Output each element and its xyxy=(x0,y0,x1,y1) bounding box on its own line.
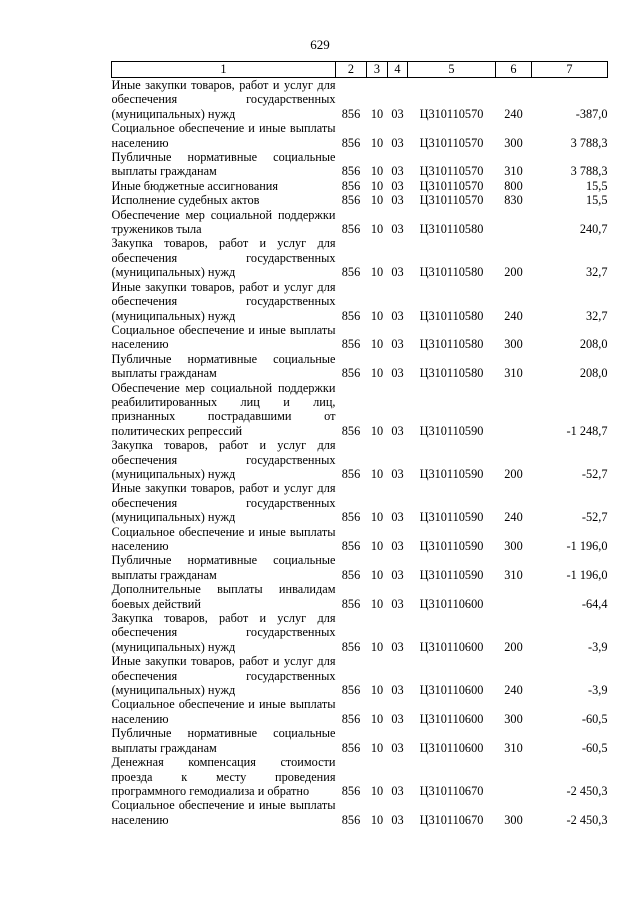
target-article: Ц310110580 xyxy=(419,308,484,323)
target-article: Ц310110600 xyxy=(419,683,484,698)
target-article: Ц310110600 xyxy=(419,596,484,611)
expense-type: 310 xyxy=(504,740,523,755)
header-row xyxy=(112,62,608,78)
admin-code: 856 xyxy=(341,639,361,654)
target-article: Ц310110570 xyxy=(419,135,484,150)
admin-code: 856 xyxy=(341,567,361,582)
table-row xyxy=(112,208,608,237)
subsection-code: 03 xyxy=(391,423,404,438)
table-row xyxy=(112,121,608,150)
amount: 15,5 xyxy=(585,178,608,193)
section-code: 10 xyxy=(370,265,384,280)
target-article: Ц310110570 xyxy=(419,164,484,179)
admin-code: 856 xyxy=(341,783,361,798)
amount: 32,7 xyxy=(585,308,608,323)
table-row xyxy=(112,323,608,352)
amount: -64,4 xyxy=(581,596,608,611)
table-row xyxy=(112,525,608,554)
target-article: Ц310110670 xyxy=(419,812,484,827)
admin-code: 856 xyxy=(341,740,361,755)
section-code: 10 xyxy=(370,222,384,237)
admin-code: 856 xyxy=(341,178,361,193)
target-article: Ц310110590 xyxy=(419,567,484,582)
row-name: Социальное обеспечение и иные выплаты населению xyxy=(111,697,336,726)
row-name: Социальное обеспечение и иные выплаты населению xyxy=(111,322,336,352)
section-code: 10 xyxy=(370,178,384,193)
target-article: Ц310110600 xyxy=(419,711,484,726)
subsection-code: 03 xyxy=(391,178,404,193)
amount: 208,0 xyxy=(579,337,608,352)
amount: 240,7 xyxy=(579,222,608,237)
section-code: 10 xyxy=(370,193,384,208)
row-name: Исполнение судебных актов xyxy=(111,193,260,208)
expense-type: 800 xyxy=(504,178,523,193)
amount: -2 450,3 xyxy=(566,812,608,827)
admin-code: 856 xyxy=(341,164,361,179)
table-row xyxy=(112,280,608,323)
amount: 3 788,3 xyxy=(570,135,608,150)
row-name: Обеспечение мер социальной поддержки тружеников тыла xyxy=(111,207,336,237)
admin-code: 856 xyxy=(341,466,361,481)
admin-code: 856 xyxy=(341,510,361,525)
subsection-code: 03 xyxy=(391,466,404,481)
target-article: Ц310110590 xyxy=(419,466,484,481)
amount: -60,5 xyxy=(581,740,608,755)
amount: -1 196,0 xyxy=(566,567,608,582)
section-code: 10 xyxy=(370,539,384,553)
section-code: 10 xyxy=(370,423,384,438)
subsection-code: 03 xyxy=(391,567,404,582)
table-row xyxy=(112,150,608,179)
section-code: 10 xyxy=(370,783,384,798)
subsection-code: 03 xyxy=(391,337,404,352)
row-name: Закупка товаров, работ и услуг для обеспечения государственных (муниципальных) нужд xyxy=(111,438,336,481)
expense-type xyxy=(496,381,532,439)
subsection-code: 03 xyxy=(391,596,404,611)
expense-type: 310 xyxy=(504,567,523,582)
amount: -1 248,7 xyxy=(566,423,608,438)
table-row xyxy=(112,697,608,726)
section-code: 10 xyxy=(370,366,384,381)
row-name: Публичные нормативные социальные выплаты гражданам xyxy=(111,553,336,582)
row-name: Публичные нормативные социальные выплаты гражданам xyxy=(111,351,336,381)
row-name: Иные закупки товаров, работ и услуг для обеспечения государственных (муниципальных) нужд xyxy=(111,279,336,323)
column-header: 7 xyxy=(532,62,608,78)
amount: 208,0 xyxy=(579,366,608,381)
subsection-code: 03 xyxy=(391,783,404,798)
expense-type: 300 xyxy=(504,711,523,726)
table-row xyxy=(112,582,608,611)
subsection-code: 03 xyxy=(391,193,404,208)
amount: -60,5 xyxy=(581,711,608,726)
target-article: Ц310110670 xyxy=(419,783,484,798)
row-name: Социальное обеспечение и иные выплаты населению xyxy=(111,121,336,150)
expense-type: 240 xyxy=(504,308,523,323)
admin-code: 856 xyxy=(341,683,361,698)
section-code: 10 xyxy=(370,567,384,582)
column-header: 2 xyxy=(336,62,367,78)
column-header: 6 xyxy=(496,62,532,78)
subsection-code: 03 xyxy=(391,740,404,755)
subsection-code: 03 xyxy=(391,366,404,381)
amount: -3,9 xyxy=(588,683,608,698)
amount: 15,5 xyxy=(585,193,608,208)
table-row xyxy=(112,755,608,798)
admin-code: 856 xyxy=(341,193,361,208)
row-name: Публичные нормативные социальные выплаты гражданам xyxy=(111,726,336,755)
subsection-code: 03 xyxy=(391,265,404,280)
subsection-code: 03 xyxy=(391,135,404,150)
expense-type xyxy=(496,582,532,611)
row-name: Социальное обеспечение и иные выплаты населению xyxy=(111,524,336,553)
subsection-code: 03 xyxy=(391,539,404,553)
target-article: Ц310110580 xyxy=(419,265,484,280)
table-row xyxy=(112,553,608,582)
expense-type: 300 xyxy=(504,135,523,150)
table-row xyxy=(112,438,608,481)
admin-code: 856 xyxy=(341,423,361,438)
admin-code: 856 xyxy=(341,812,361,827)
target-article: Ц310110570 xyxy=(419,193,484,208)
page-number: 629 xyxy=(310,37,330,52)
subsection-code: 03 xyxy=(391,683,404,698)
target-article: Ц310110580 xyxy=(419,337,484,352)
section-code: 10 xyxy=(370,164,384,179)
expense-type: 240 xyxy=(504,510,523,525)
table-row xyxy=(112,78,608,122)
section-code: 10 xyxy=(370,135,384,150)
target-article: Ц310110590 xyxy=(419,539,484,553)
amount: -3,9 xyxy=(588,639,608,654)
admin-code: 856 xyxy=(341,366,361,381)
row-name: Публичные нормативные социальные выплаты гражданам xyxy=(111,150,336,179)
expense-type: 310 xyxy=(504,366,523,381)
table-row xyxy=(112,481,608,524)
section-code: 10 xyxy=(370,466,384,481)
column-header: 1 xyxy=(112,62,336,78)
amount: 32,7 xyxy=(585,265,608,280)
target-article: Ц310110570 xyxy=(419,178,484,193)
admin-code: 856 xyxy=(341,337,361,352)
row-name: Закупка товаров, работ и услуг для обеспечения государственных (муниципальных) нужд xyxy=(111,611,336,654)
section-code: 10 xyxy=(370,683,384,698)
table-row xyxy=(112,179,608,193)
section-code: 10 xyxy=(370,337,384,352)
amount: -2 450,3 xyxy=(566,783,608,798)
subsection-code: 03 xyxy=(391,164,404,179)
admin-code: 856 xyxy=(341,135,361,150)
table-row xyxy=(112,726,608,755)
row-name: Социальное обеспечение и иные выплаты населению xyxy=(111,798,336,827)
section-code: 10 xyxy=(370,106,384,121)
row-name: Иные закупки товаров, работ и услуг для обеспечения государственных (муниципальных) нужд xyxy=(111,654,336,698)
row-name: Денежная компенсация стоимости проезда к месту проведения программного гемодиализа и обратно xyxy=(111,755,336,798)
admin-code: 856 xyxy=(341,539,361,553)
row-name: Обеспечение мер социальной поддержки реабилитированных лиц и лиц, признанных пострадавшими от политических репрессий xyxy=(111,380,336,438)
section-code: 10 xyxy=(370,308,384,323)
target-article: Ц310110590 xyxy=(419,510,484,525)
target-article: Ц310110580 xyxy=(419,366,484,381)
section-code: 10 xyxy=(370,510,384,525)
amount: -52,7 xyxy=(581,466,608,481)
section-code: 10 xyxy=(370,639,384,654)
table-row xyxy=(112,193,608,207)
row-name: Иные закупки товаров, работ и услуг для обеспечения государственных (муниципальных) нужд xyxy=(111,481,336,525)
section-code: 10 xyxy=(370,812,384,827)
target-article: Ц310110570 xyxy=(419,106,484,121)
row-name: Иные закупки товаров, работ и услуг для обеспечения государственных (муниципальных) нужд xyxy=(111,78,336,121)
section-code: 10 xyxy=(370,740,384,755)
subsection-code: 03 xyxy=(391,812,404,827)
section-code: 10 xyxy=(370,711,384,726)
row-name: Иные бюджетные ассигнования xyxy=(111,178,279,193)
subsection-code: 03 xyxy=(391,639,404,654)
column-header: 3 xyxy=(367,62,388,78)
expense-type: 200 xyxy=(504,265,523,280)
target-article: Ц310110600 xyxy=(419,639,484,654)
row-name: Закупка товаров, работ и услуг для обеспечения государственных (муниципальных) нужд xyxy=(111,236,336,280)
amount: -1 196,0 xyxy=(566,539,608,553)
expense-type: 310 xyxy=(504,164,523,179)
table-row xyxy=(112,654,608,697)
subsection-code: 03 xyxy=(391,510,404,525)
target-article: Ц310110580 xyxy=(419,222,484,237)
admin-code: 856 xyxy=(341,106,361,121)
expense-type: 830 xyxy=(504,193,523,208)
expense-type xyxy=(496,208,532,237)
amount: -52,7 xyxy=(581,510,608,525)
subsection-code: 03 xyxy=(391,308,404,323)
admin-code: 856 xyxy=(341,308,361,323)
table-row xyxy=(112,352,608,381)
target-article: Ц310110590 xyxy=(419,423,484,438)
expense-type xyxy=(496,755,532,798)
amount: 3 788,3 xyxy=(570,164,608,179)
column-header: 5 xyxy=(408,62,496,78)
subsection-code: 03 xyxy=(391,222,404,237)
target-article: Ц310110600 xyxy=(419,740,484,755)
expense-type: 240 xyxy=(504,106,523,121)
table-row xyxy=(112,381,608,439)
expense-type: 200 xyxy=(504,466,523,481)
table-row xyxy=(112,798,608,827)
table-row xyxy=(112,611,608,654)
admin-code: 856 xyxy=(341,711,361,726)
column-header: 4 xyxy=(388,62,408,78)
expense-type: 200 xyxy=(504,639,523,654)
budget-table xyxy=(111,61,608,827)
amount: -387,0 xyxy=(575,106,608,121)
expense-type: 300 xyxy=(504,337,523,352)
expense-type: 300 xyxy=(504,812,523,827)
admin-code: 856 xyxy=(341,265,361,280)
section-code: 10 xyxy=(370,596,384,611)
subsection-code: 03 xyxy=(391,711,404,726)
table-row xyxy=(112,236,608,279)
subsection-code: 03 xyxy=(391,106,404,121)
expense-type: 300 xyxy=(504,539,523,553)
expense-type: 240 xyxy=(504,683,523,698)
row-name: Дополнительные выплаты инвалидам боевых действий xyxy=(111,582,336,611)
admin-code: 856 xyxy=(341,596,361,611)
admin-code: 856 xyxy=(341,222,361,237)
